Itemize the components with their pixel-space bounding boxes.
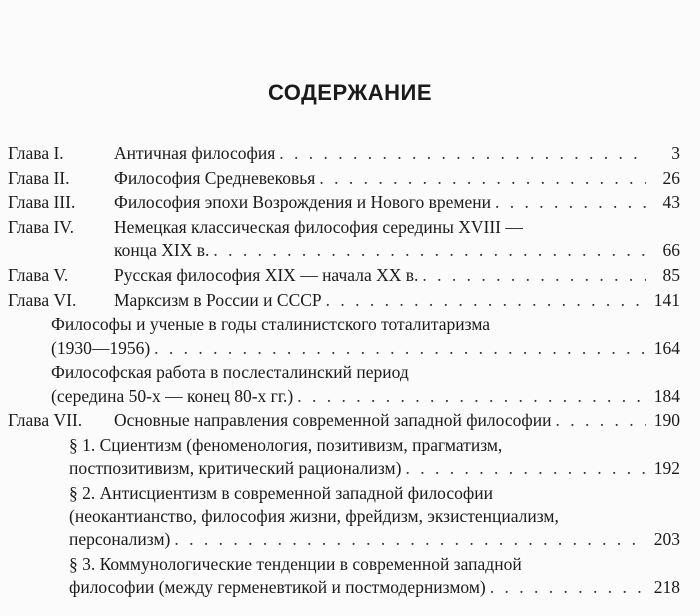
toc-entry-subsection[interactable] bbox=[8, 313, 680, 359]
page-number: 192 bbox=[653, 458, 680, 479]
toc-entry-section-3[interactable] bbox=[8, 553, 680, 599]
entry-title-line-2: постпозитивизм, критический рационализм) bbox=[69, 458, 402, 479]
entry-title-line-3: персонализм) bbox=[69, 529, 171, 550]
page-number: 66 bbox=[662, 240, 680, 261]
toc-entry-subsection[interactable] bbox=[8, 361, 680, 407]
dot-leader bbox=[555, 409, 646, 432]
chapter-label: Глава V. bbox=[8, 265, 69, 286]
entry-title: Марксизм в России и СССР bbox=[114, 289, 322, 310]
entry-title-line-2: (середина 50-х — конец 80-х гг.) bbox=[51, 385, 294, 406]
chapter-label: Глава VI. bbox=[8, 289, 77, 310]
toc-entry-chapter-7[interactable] bbox=[8, 409, 680, 432]
chapter-label: Глава IV. bbox=[8, 217, 75, 238]
toc-entry-chapter-1[interactable] bbox=[8, 142, 680, 165]
dot-leader bbox=[405, 457, 646, 480]
dot-leader bbox=[154, 337, 646, 360]
page-number: 184 bbox=[653, 385, 680, 406]
entry-title-line-1: Немецкая классическая философия середины XVIII — bbox=[114, 217, 523, 238]
chapter-label: Глава VII. bbox=[8, 410, 83, 431]
page-number: 218 bbox=[653, 577, 680, 598]
dot-leader bbox=[422, 264, 646, 287]
entry-title: Философия Средневековья bbox=[114, 167, 316, 188]
entry-title: Философия эпохи Возрождения и Нового времени bbox=[114, 192, 491, 213]
page-number: 3 bbox=[671, 143, 680, 163]
page-number: 43 bbox=[662, 192, 680, 213]
dot-leader bbox=[326, 289, 646, 312]
chapter-label: Глава III. bbox=[8, 192, 76, 213]
entry-title-line-2: философии (между герменевтикой и постмодернизмом) bbox=[69, 577, 486, 598]
toc-entry-chapter-2[interactable] bbox=[8, 167, 680, 190]
entry-title-line-1: § 2. Антисциентизм в современной западной философии bbox=[69, 482, 493, 503]
dot-leader bbox=[490, 576, 646, 599]
page-number: 203 bbox=[653, 529, 680, 550]
page-number: 26 bbox=[662, 167, 680, 188]
entry-title-line-1: Философы и ученые в годы сталинистского тоталитаризма bbox=[51, 314, 491, 335]
entry-title: Основные направления современной западной философии bbox=[114, 410, 552, 431]
entry-title: Античная философия bbox=[114, 143, 276, 163]
entry-title-line-1: § 1. Сциентизм (феноменология, позитивизм, прагматизм, bbox=[69, 434, 503, 455]
entry-title-line-2: (неокантианство, философия жизни, фрейдизм, экзистенциализм, bbox=[69, 506, 559, 527]
entry-title-line-2: конца XIX в. bbox=[114, 240, 210, 261]
page-number: 141 bbox=[653, 289, 680, 310]
toc-entry-chapter-6[interactable] bbox=[8, 289, 680, 312]
entry-title-line-1: § 3. Коммунологические тенденции в современной западной bbox=[69, 553, 522, 574]
page-number: 190 bbox=[653, 410, 680, 431]
dot-leader bbox=[213, 239, 646, 262]
chapter-label: Глава II. bbox=[8, 167, 70, 188]
chapter-label: Глава I. bbox=[8, 143, 64, 163]
toc-entry-chapter-3[interactable] bbox=[8, 191, 680, 214]
dot-leader bbox=[279, 142, 646, 165]
entry-title-line-1: Философская работа в послесталинский период bbox=[51, 362, 409, 383]
page-number: 85 bbox=[662, 265, 680, 286]
page-title: СОДЕРЖАНИЕ bbox=[267, 80, 433, 105]
entry-title: Русская философия XIX — начала XX в. bbox=[114, 265, 419, 286]
toc-entry-section-1[interactable] bbox=[8, 434, 680, 480]
toc-entry-section-2[interactable] bbox=[8, 482, 680, 552]
dot-leader bbox=[319, 167, 646, 190]
toc-entry-chapter-4[interactable] bbox=[8, 216, 680, 262]
dot-leader bbox=[495, 191, 646, 214]
dot-leader bbox=[174, 528, 646, 551]
table-of-contents bbox=[8, 142, 680, 601]
toc-entry-chapter-5[interactable] bbox=[8, 264, 680, 287]
page-number: 164 bbox=[653, 337, 680, 358]
entry-title-line-2: (1930—1956) bbox=[51, 337, 151, 358]
dot-leader bbox=[297, 385, 646, 408]
